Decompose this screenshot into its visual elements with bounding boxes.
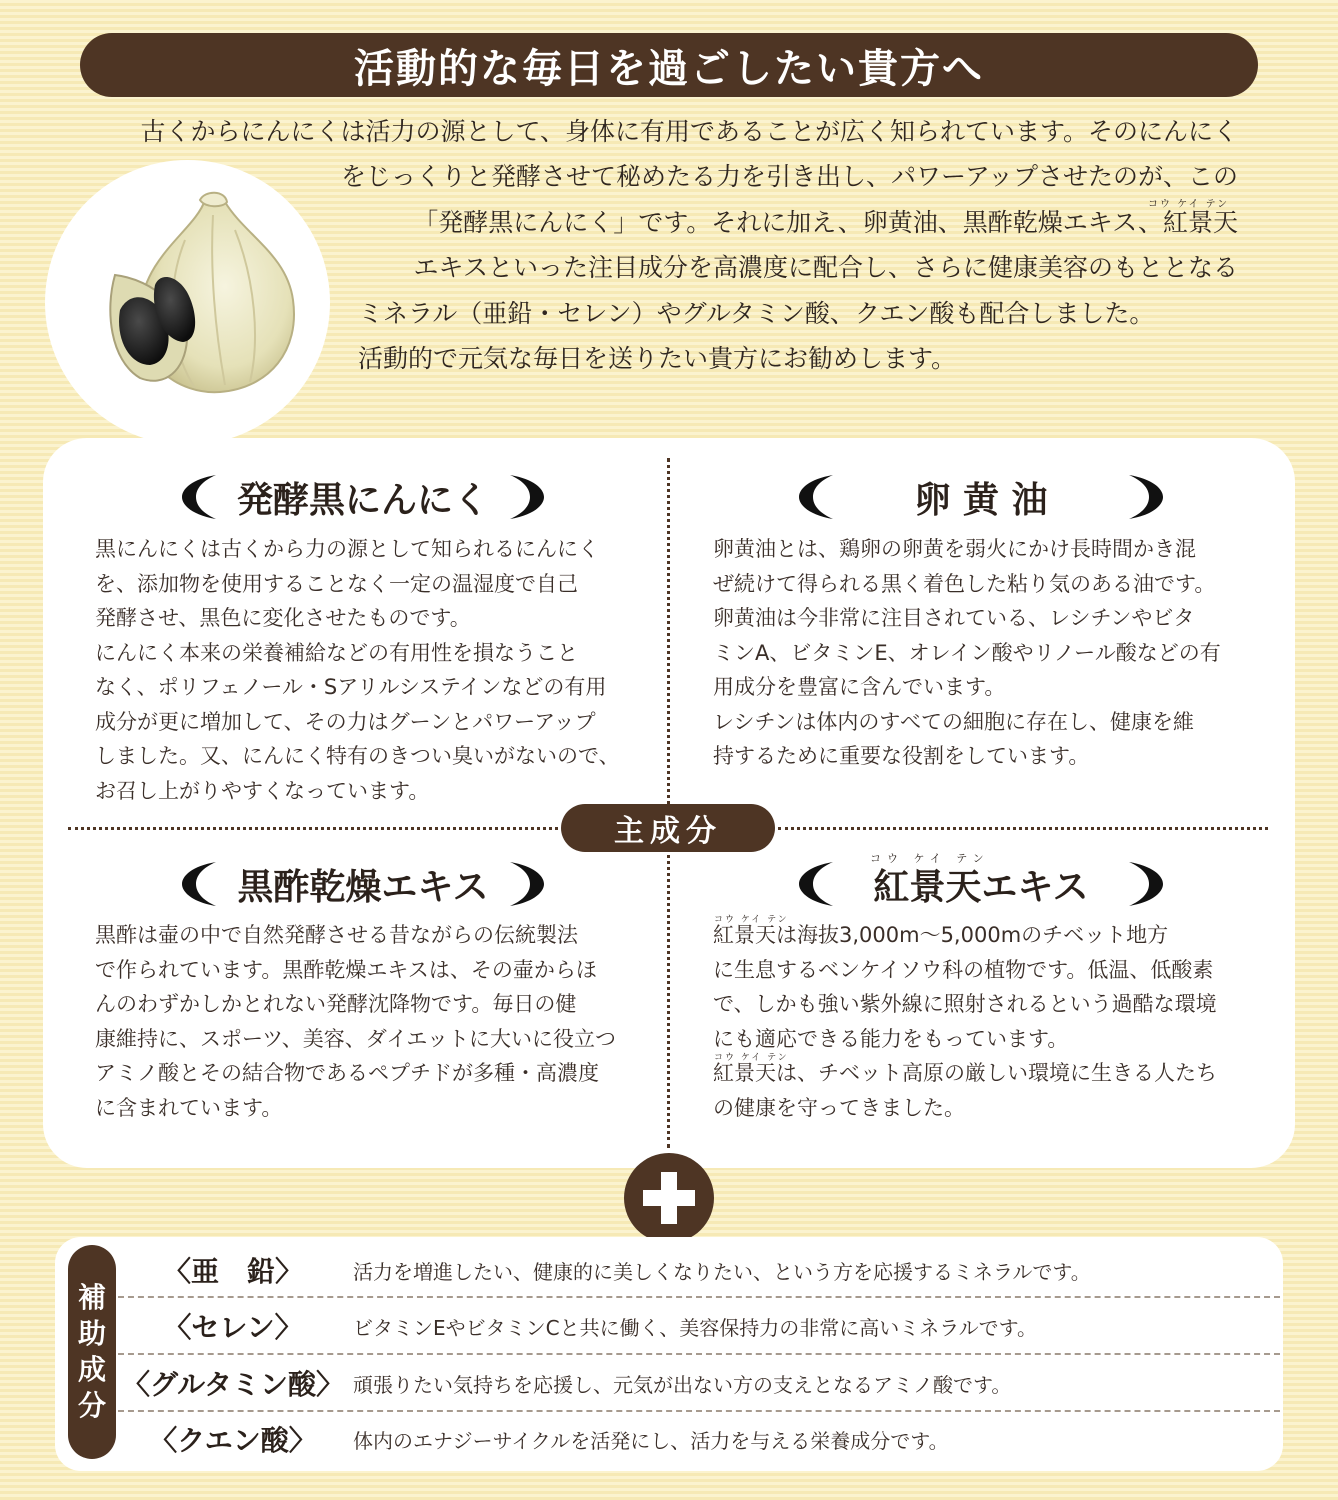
body-line: 持するために重要な役割をしています。	[713, 744, 1090, 768]
section-heading-rhodiola	[795, 857, 1167, 911]
label-char: 補	[77, 1281, 106, 1314]
main-ingredient-label	[561, 804, 775, 852]
body-line: に含まれています。	[95, 1095, 283, 1120]
section-ruby: コウ ケイ テン	[870, 852, 990, 865]
body-line: にんにく本来の栄養補給などの有用性を損なうこと	[95, 640, 578, 665]
body-line: 卵黄油は今非常に注目されている、レシチンやビタ	[713, 606, 1195, 630]
section-title: 紅景天エキス	[873, 866, 1089, 908]
body-line: 黒にんにくは古くから力の源として知られるにんにく	[95, 537, 599, 561]
intro-line-5: ミネラル（亜鉛・セレン）やグルタミン酸、クエン酸も配合しました。	[358, 299, 1155, 328]
sub-row-selenium	[118, 1298, 1280, 1354]
crescent-right-icon	[1127, 473, 1167, 521]
body-line: にも適応できる能力をもっています。	[713, 1026, 1069, 1051]
body-line: で、しかも強い紫外線に照射されるという過酷な環境	[713, 992, 1217, 1016]
sub-name: 〈グルタミン酸〉	[121, 1368, 345, 1401]
body-line: お召し上がりやすくなっています。	[95, 778, 430, 803]
sub-desc: 体内のエナジーサイクルを活発にし、活力を与える栄養成分です。	[353, 1428, 949, 1453]
crescent-right-icon	[1127, 860, 1167, 908]
section-title: 卵 黄 油	[914, 479, 1048, 521]
line-ruby: コウ ケイ テン	[714, 1053, 789, 1063]
intro-line-3: 「発酵黒にんにく」です。それに加え、卵黄油、黒酢乾燥エキス、紅景天	[413, 208, 1238, 237]
page-title-banner	[80, 33, 1258, 97]
body-line: の健康を守ってきました。	[713, 1095, 965, 1120]
crescent-left-icon	[178, 860, 218, 908]
crescent-left-icon	[178, 473, 218, 521]
sub-desc: 活力を増進したい、健康的に美しくなりたい、という方を応援するミネラルです。	[353, 1259, 1091, 1284]
section-title: 発酵黒にんにく	[236, 479, 489, 521]
crescent-right-icon	[508, 473, 548, 521]
black-garlic-image	[45, 160, 330, 445]
garlic-circle	[45, 160, 330, 445]
crescent-right-icon	[508, 860, 548, 908]
body-line: しました。又、にんにく特有のきつい臭いがないので、	[95, 744, 620, 768]
body-line: なく、ポリフェノール・Sアリルシステインなどの有用	[95, 675, 607, 699]
sub-ingredient-label	[68, 1245, 116, 1459]
sub-row-citric-acid	[118, 1411, 1280, 1467]
plus-badge	[624, 1153, 714, 1243]
sub-name: 〈セレン〉	[163, 1311, 303, 1344]
line-ruby: コウ ケイ テン	[714, 915, 789, 925]
label-char: 助	[77, 1317, 106, 1350]
section-heading-black-vinegar	[178, 857, 548, 911]
body-line: 黒酢は壷の中で自然発酵させる昔ながらの伝統製法	[95, 923, 578, 947]
section-body-rhodiola	[713, 918, 1217, 1125]
body-line: 卵黄油とは、鶏卵の卵黄を弱火にかけ長時間かき混	[713, 537, 1196, 561]
horizontal-divider-left	[68, 827, 558, 830]
section-heading-black-garlic	[178, 470, 548, 524]
crescent-left-icon	[795, 860, 835, 908]
section-body-black-garlic	[95, 532, 620, 808]
sub-row-zinc	[118, 1242, 1280, 1298]
sub-desc: 頑張りたい気持ちを応援し、元気が出ない方の支えとなるアミノ酸です。	[353, 1372, 1012, 1397]
body-line: 発酵させ、黒色に変化させたものです。	[95, 606, 471, 630]
label-char: 成	[77, 1353, 106, 1386]
sub-desc: ビタミンEやビタミンCと共に働く、美容保持力の非常に高いミネラルです。	[353, 1315, 1038, 1340]
intro-line-2: をじっくりと発酵させて秘めたる力を引き出し、パワーアップさせたのが、この	[340, 162, 1238, 191]
body-line: んのわずかしかとれない発酵沈降物です。毎日の健	[95, 992, 577, 1016]
intro-line-4: エキスといった注目成分を高濃度に配合し、さらに健康美容のもととなる	[413, 253, 1238, 282]
section-body-egg-yolk-oil	[713, 532, 1221, 774]
main-ingredient-text: 主成分	[614, 814, 722, 849]
plus-icon	[641, 1170, 697, 1226]
body-line: 用成分を豊富に含んでいます。	[713, 675, 1006, 699]
body-line: で作られています。黒酢乾燥エキスは、その壷からほ	[95, 957, 597, 982]
body-line: 紅景天は、チベット高原の厳しい環境に生きる人たち	[713, 1061, 1217, 1085]
page-title: 活動的な毎日を過ごしたい貴方へ	[354, 44, 984, 92]
sub-row-glutamic-acid	[118, 1355, 1280, 1411]
intro-line-1: 古くからにんにくは活力の源として、身体に有用であることが広く知られています。そのにんにく	[140, 117, 1238, 146]
body-line: 紅景天は海抜3,000m～5,000mのチベット地方	[713, 923, 1169, 947]
body-line: 康維持に、スポーツ、美容、ダイエットに大いに役立つ	[95, 1026, 617, 1051]
sub-name: 〈亜 鉛〉	[162, 1255, 303, 1288]
label-char: 分	[77, 1389, 106, 1422]
crescent-left-icon	[795, 473, 835, 521]
body-line: 成分が更に増加して、その力はグーンとパワーアップ	[95, 709, 596, 734]
section-body-black-vinegar	[95, 918, 616, 1125]
body-line: ミンA、ビタミンE、オレイン酸やリノール酸などの有	[713, 640, 1221, 665]
body-line: に生息するベンケイソウ科の植物です。低温、低酸素	[713, 957, 1214, 982]
intro-ruby: コウ ケイ テン	[1148, 199, 1230, 210]
body-line: レシチンは体内のすべての細胞に存在し、健康を維	[713, 709, 1195, 734]
section-heading-egg-yolk-oil	[795, 470, 1167, 524]
body-line: アミノ酸とその結合物であるペプチドが多種・高濃度	[95, 1061, 599, 1085]
horizontal-divider-right	[778, 827, 1268, 830]
vertical-divider	[667, 458, 670, 1148]
sub-name: 〈クエン酸〉	[149, 1424, 317, 1457]
body-line: を、添加物を使用することなく一定の温湿度で自己	[95, 571, 578, 596]
intro-line-6: 活動的で元気な毎日を送りたい貴方にお勧めします。	[358, 344, 957, 373]
body-line: ぜ続けて得られる黒く着色した粘り気のある油です。	[713, 571, 1216, 596]
section-title: 黒酢乾燥エキス	[237, 866, 489, 908]
